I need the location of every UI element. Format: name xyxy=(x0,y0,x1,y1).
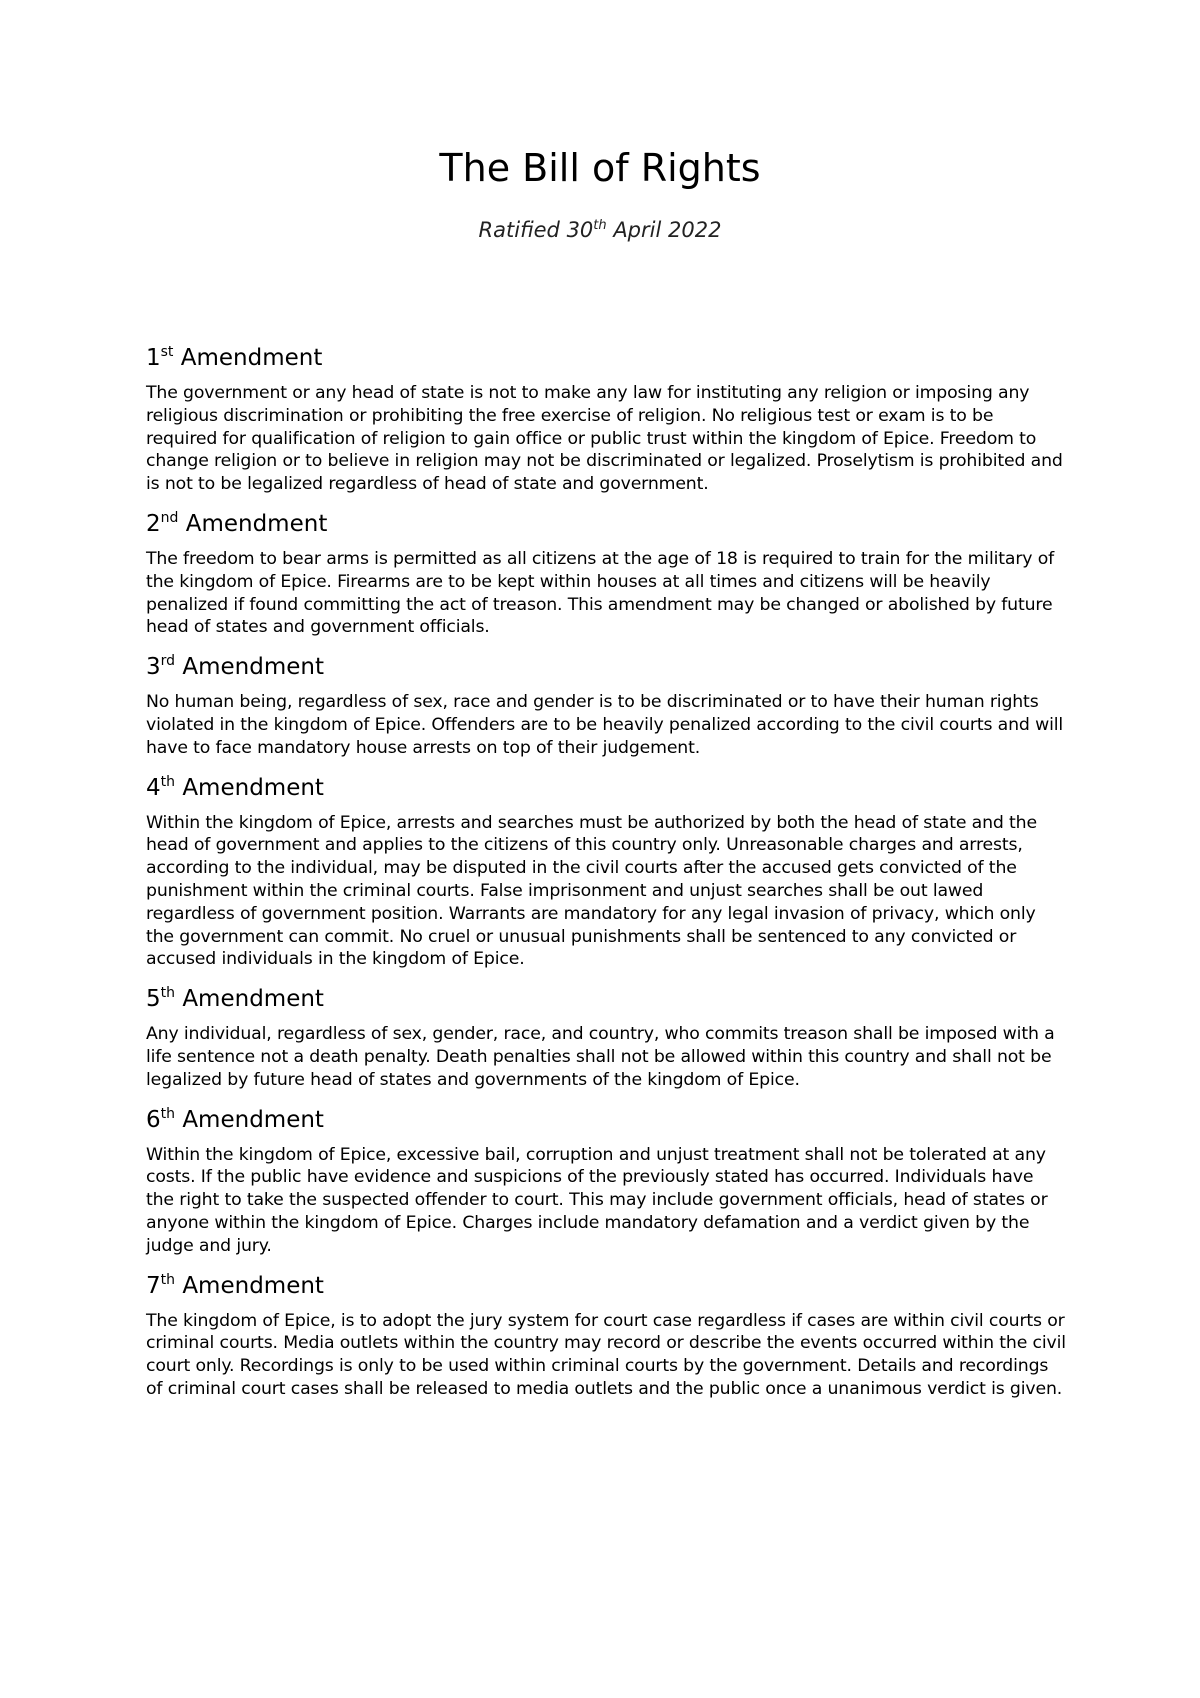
amendment-2 xyxy=(146,509,1066,639)
amendment-text: Within the kingdom of Epice, arrests and searches must be authorized by both the head of state and the head of government and applies to the citizens of this country only. Unreasonable charges and arrests, according to the individual, may be disputed in the civil courts after the accused gets convicted of the punishment within the criminal courts. False imprisonment and unjust searches shall be out lawed regardless of government position. Warrants are mandatory for any legal invasion of privacy, which only the government can commit. No cruel or unusual punishments shall be sentenced to any convicted or accused individuals in the kingdom of Epice. xyxy=(146,812,1037,970)
amendment-number: 3 xyxy=(146,654,161,681)
amendment-ordinal: rd xyxy=(160,653,176,670)
amendment-heading xyxy=(146,343,1066,373)
amendment-ordinal: nd xyxy=(160,509,179,526)
ratification-date xyxy=(0,212,1200,244)
amendment-word: Amendment xyxy=(175,1106,324,1133)
amendment-heading xyxy=(146,1105,1066,1135)
amendment-word: Amendment xyxy=(175,774,324,801)
amendment-number: 2 xyxy=(146,510,161,537)
amendment-ordinal: th xyxy=(160,773,176,790)
amendment-number: 4 xyxy=(146,774,161,801)
ratification-ordinal: th xyxy=(593,218,607,233)
amendment-heading xyxy=(146,984,1066,1014)
amendment-text: The kingdom of Epice, is to adopt the jury system for court case regardless if cases are within civil courts or criminal courts. Media outlets within the country may record or describe the events occurred within the civil court only. Recordings is only to be used within criminal courts by the government. Details and recordings of criminal court cases shall be released to media outlets and the public once a unanimous verdict is given. xyxy=(146,1310,1066,1399)
amendment-ordinal: th xyxy=(160,1271,176,1288)
amendment-text: Any individual, regardless of sex, gender, race, and country, who commits treason shall be imposed with a life sentence not a death penalty. Death penalties shall not be allowed within this country and shall not be legalized by future head of states and governments of the kingdom of Epice. xyxy=(146,1024,1055,1090)
amendment-heading xyxy=(146,509,1066,539)
amendment-word: Amendment xyxy=(175,986,324,1013)
amendment-number: 5 xyxy=(146,986,161,1013)
document-title: The Bill of Rights xyxy=(439,146,761,190)
amendment-7 xyxy=(146,1271,1066,1401)
amendment-3 xyxy=(146,652,1066,759)
amendment-word: Amendment xyxy=(175,654,324,681)
amendment-ordinal: th xyxy=(160,985,176,1002)
amendment-4 xyxy=(146,773,1066,972)
amendment-number: 1 xyxy=(146,345,161,371)
amendment-number: 6 xyxy=(146,1106,161,1133)
amendment-text: The government or any head of state is not to make any law for instituting any religion or imposing any religious discrimination or prohibiting the free exercise of religion. No religious test or exam is to be required for qualification of religion to gain office or public trust within the kingdom of Epice. Freedom to change religion or to believe in religion may not be discriminated or legalized. Proselytism is prohibited and is not to be legalized regardless of head of state and government. xyxy=(146,383,1063,495)
amendment-number: 7 xyxy=(146,1272,161,1299)
amendment-text: The freedom to bear arms is permitted as all citizens at the age of 18 is required to train for the military of the kingdom of Epice. Firearms are to be kept within houses at all times and citizens will be heavily penalized if found committing the act of treason. This amendment may be changed or abolished by future head of states and government officials. xyxy=(146,548,1055,638)
amendment-word: Amendment xyxy=(173,345,323,371)
amendment-1 xyxy=(146,343,1066,496)
amendment-ordinal: th xyxy=(160,1105,176,1122)
amendment-6 xyxy=(146,1105,1066,1258)
amendment-text: No human being, regardless of sex, race and gender is to be discriminated or to have their human rights violated in the kingdom of Epice. Offenders are to be heavily penalized according to the civil courts and will have to face mandatory house arrests on top of their judgement. xyxy=(146,692,1064,758)
amendment-ordinal: st xyxy=(160,344,174,360)
amendment-text: Within the kingdom of Epice, excessive bail, corruption and unjust treatment shall not be tolerated at any costs. If the public have evidence and suspicions of the previously stated has occurred. Individuals have the right to take the suspected offender to court. This may include government officials, head of states or anyone within the kingdom of Epice. Charges include mandatory defamation and a verdict given by the judge and jury. xyxy=(146,1144,1048,1256)
amendments-list xyxy=(146,343,1066,1414)
amendment-heading xyxy=(146,1271,1066,1301)
amendment-heading xyxy=(146,773,1066,803)
amendment-word: Amendment xyxy=(175,1272,324,1299)
amendment-word: Amendment xyxy=(178,510,328,537)
amendment-heading xyxy=(146,652,1066,682)
ratification-rest: April 2022 xyxy=(606,218,722,242)
ratification-prefix: Ratified 30 xyxy=(478,218,594,242)
amendment-5 xyxy=(146,984,1066,1091)
